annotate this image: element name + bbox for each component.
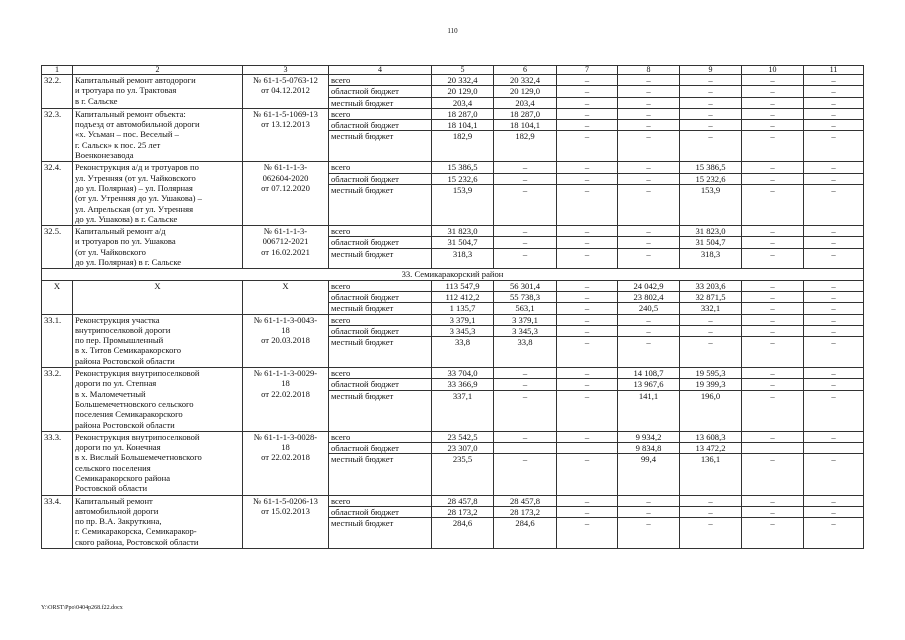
amount-cell: – [618,314,680,325]
funding-source: всего [329,162,432,173]
amount-cell: 9 834,8 [618,443,680,454]
amount-cell [742,443,804,454]
amount-cell: 1 135,7 [432,303,494,314]
object-name: Капитальный ремонт автомобильной дороги по пр. В.А. Закруткина, г. Семикаракорска, Семикаракор- ского района, Ростовской области [73,495,243,548]
amount-cell: – [742,291,804,302]
column-header: 9 [680,66,742,75]
document-number: № 61-1-1-3- 062604-2020 от 07.12.2020 [243,162,329,226]
amount-cell: 55 738,3 [494,291,557,302]
amount-cell: – [618,506,680,517]
amount-cell: 28 173,2 [494,506,557,517]
amount-cell: – [804,431,864,442]
funding-source: местный бюджет [329,390,432,431]
amount-cell: – [618,325,680,336]
amount-cell: – [557,131,618,162]
amount-cell: 28 173,2 [432,506,494,517]
amount-cell: – [804,97,864,108]
amount-cell: – [618,120,680,131]
funding-source: всего [329,75,432,86]
amount-cell: 196,0 [680,390,742,431]
document-number: № 61-1-1-3-0029- 18 от 22.02.2018 [243,368,329,432]
amount-cell: 13 472,2 [680,443,742,454]
amount-cell: 31 823,0 [432,226,494,237]
item-number: 32.4. [42,162,73,226]
amount-cell: – [618,337,680,368]
item-number: 33.2. [42,368,73,432]
object-name: Капитальный ремонт объекта: подъезд от автомобильной дороги «х. Усьман – пос. Веселый – г. Сальск» к пос. 25 лет Военконезавода [73,108,243,161]
amount-cell: – [618,518,680,549]
amount-cell: – [804,368,864,379]
amount-cell: – [557,226,618,237]
amount-cell: 56 301,4 [494,280,557,291]
amount-cell: 18 287,0 [494,108,557,119]
funding-source: местный бюджет [329,454,432,495]
amount-cell: 33 366,9 [432,379,494,390]
amount-cell: 33,8 [494,337,557,368]
amount-cell: – [557,120,618,131]
amount-cell: – [557,97,618,108]
funding-source: областной бюджет [329,86,432,97]
amount-cell: – [557,280,618,291]
amount-cell: 113 547,9 [432,280,494,291]
amount-cell: – [742,120,804,131]
amount-cell: – [557,291,618,302]
amount-cell: 3 345,3 [494,325,557,336]
amount-cell: – [804,390,864,431]
amount-cell: – [742,337,804,368]
amount-cell: – [494,390,557,431]
table-row [42,368,864,379]
amount-cell: – [557,303,618,314]
amount-cell: – [618,75,680,86]
amount-cell: 3 345,3 [432,325,494,336]
document-number: № 61-1-5-0206-13 от 15.02.2013 [243,495,329,548]
amount-cell: – [742,162,804,173]
amount-cell: – [557,379,618,390]
table-row [42,280,864,291]
amount-cell: 13 967,6 [618,379,680,390]
amount-cell: – [557,325,618,336]
amount-cell: 136,1 [680,454,742,495]
amount-cell: – [804,131,864,162]
amount-cell: – [494,368,557,379]
funding-source: местный бюджет [329,184,432,225]
funding-source: всего [329,495,432,506]
amount-cell: – [618,495,680,506]
funding-source: областной бюджет [329,506,432,517]
amount-cell: 15 386,5 [680,162,742,173]
amount-cell: – [804,303,864,314]
amount-cell: – [557,368,618,379]
amount-cell: – [742,495,804,506]
amount-cell: – [494,237,557,248]
funding-source: областной бюджет [329,291,432,302]
item-number: 33.1. [42,314,73,367]
amount-cell: 99,4 [618,454,680,495]
funding-source: всего [329,226,432,237]
amount-cell: 33,8 [432,337,494,368]
amount-cell: – [804,280,864,291]
amount-cell: 9 934,2 [618,431,680,442]
amount-cell: – [557,454,618,495]
funding-source: всего [329,368,432,379]
amount-cell: 20 129,0 [494,86,557,97]
amount-cell: – [742,368,804,379]
amount-cell: 20 129,0 [432,86,494,97]
amount-cell: – [804,337,864,368]
amount-cell: – [804,173,864,184]
amount-cell: 153,9 [680,184,742,225]
amount-cell: – [618,226,680,237]
amount-cell: – [557,86,618,97]
amount-cell: – [494,454,557,495]
amount-cell: – [742,280,804,291]
header-row [42,66,864,75]
amount-cell: – [742,131,804,162]
amount-cell: 32 871,5 [680,291,742,302]
amount-cell: – [680,314,742,325]
amount-cell: 240,5 [618,303,680,314]
amount-cell: 332,1 [680,303,742,314]
amount-cell: 235,5 [432,454,494,495]
amount-cell: – [742,431,804,442]
amount-cell: 3 379,1 [432,314,494,325]
amount-cell: 141,1 [618,390,680,431]
amount-cell: – [618,248,680,269]
amount-cell: – [804,454,864,495]
amount-cell: – [557,75,618,86]
amount-cell: – [742,518,804,549]
amount-cell: – [618,97,680,108]
amount-cell [804,443,864,454]
amount-cell: 24 042,9 [618,280,680,291]
amount-cell: – [742,97,804,108]
item-number: 33.3. [42,431,73,495]
column-header: 10 [742,66,804,75]
amount-cell: – [742,303,804,314]
amount-cell: – [557,431,618,442]
table-row [42,495,864,506]
amount-cell: 28 457,8 [432,495,494,506]
table-row [42,226,864,237]
file-path-footer: Y:\ORST\Ppo\0404p268.f22.docx [41,605,123,611]
amount-cell: – [742,325,804,336]
amount-cell: – [557,173,618,184]
column-header: 1 [42,66,73,75]
amount-cell: – [742,226,804,237]
amount-cell: 3 379,1 [494,314,557,325]
amount-cell: – [742,314,804,325]
amount-cell: 15 232,6 [680,173,742,184]
column-header: 8 [618,66,680,75]
amount-cell: – [804,86,864,97]
document-number: № 61-1-5-1069-13 от 13.12.2013 [243,108,329,161]
amount-cell: 18 104,1 [432,120,494,131]
funding-source: всего [329,108,432,119]
amount-cell: 19 595,3 [680,368,742,379]
amount-cell: – [618,237,680,248]
amount-cell: 20 332,4 [494,75,557,86]
funding-source: местный бюджет [329,248,432,269]
budget-table [41,65,864,549]
object-name: Реконструкция участка внутрипоселковой дороги по пер. Промышленный в х. Титов Семикаракорского района Ростовской области [73,314,243,367]
amount-cell: – [742,75,804,86]
amount-cell: 284,6 [432,518,494,549]
amount-cell: 182,9 [432,131,494,162]
item-number: 33.4. [42,495,73,548]
amount-cell: – [494,226,557,237]
column-header: 11 [804,66,864,75]
amount-cell: 33 704,0 [432,368,494,379]
funding-source: местный бюджет [329,518,432,549]
funding-source: всего [329,314,432,325]
amount-cell: – [804,75,864,86]
amount-cell: – [557,390,618,431]
amount-cell: – [742,237,804,248]
page-number: 110 [447,27,458,35]
funding-source: областной бюджет [329,443,432,454]
amount-cell: 337,1 [432,390,494,431]
item-number: 32.3. [42,108,73,161]
object-name: Капитальный ремонт а/д и тротуаров по ул. Ушакова (от ул. Чайковского до ул. Полярная) в г. Сальске [73,226,243,269]
amount-cell: 284,6 [494,518,557,549]
table-row [42,108,864,119]
amount-cell: – [804,314,864,325]
amount-cell: – [494,248,557,269]
column-header: 3 [243,66,329,75]
amount-cell: 318,3 [432,248,494,269]
amount-cell: – [804,184,864,225]
amount-cell: – [494,431,557,442]
document-number: № 61-1-5-0763-12 от 04.12.2012 [243,75,329,109]
amount-cell: 23 802,4 [618,291,680,302]
amount-cell: – [680,108,742,119]
section-title: 33. Семикаракорский район [42,269,864,280]
amount-cell: – [804,248,864,269]
document-number: № 61-1-1-3-0043- 18 от 20.03.2018 [243,314,329,367]
amount-cell: – [742,184,804,225]
amount-cell: – [557,162,618,173]
amount-cell: – [804,291,864,302]
amount-cell: 23 542,5 [432,431,494,442]
section-row [42,269,864,280]
amount-cell: – [557,314,618,325]
amount-cell: – [680,97,742,108]
amount-cell: 18 104,1 [494,120,557,131]
object-name: Х [73,280,243,314]
amount-cell: – [680,75,742,86]
amount-cell: 15 386,5 [432,162,494,173]
funding-source: местный бюджет [329,97,432,108]
amount-cell: 33 203,6 [680,280,742,291]
amount-cell: 28 457,8 [494,495,557,506]
amount-cell: – [494,184,557,225]
amount-cell: – [804,495,864,506]
amount-cell: – [804,120,864,131]
amount-cell: – [557,337,618,368]
amount-cell: – [742,506,804,517]
amount-cell: 31 504,7 [432,237,494,248]
amount-cell: – [742,173,804,184]
funding-source: областной бюджет [329,379,432,390]
amount-cell: – [680,337,742,368]
funding-source: областной бюджет [329,173,432,184]
amount-cell: – [618,184,680,225]
item-number: Х [42,280,73,314]
amount-cell: – [557,518,618,549]
item-number: 32.5. [42,226,73,269]
amount-cell: 15 232,6 [432,173,494,184]
amount-cell [557,443,618,454]
amount-cell: – [804,379,864,390]
amount-cell: – [557,506,618,517]
amount-cell: – [557,184,618,225]
amount-cell: – [557,495,618,506]
amount-cell: 18 287,0 [432,108,494,119]
funding-source: местный бюджет [329,131,432,162]
amount-cell: 112 412,2 [432,291,494,302]
amount-cell: 318,3 [680,248,742,269]
amount-cell: – [557,108,618,119]
amount-cell: – [680,506,742,517]
amount-cell: – [742,390,804,431]
amount-cell: – [742,248,804,269]
object-name: Капитальный ремонт автодороги и тротуара по ул. Трактовая в г. Сальске [73,75,243,109]
amount-cell: – [618,173,680,184]
amount-cell: – [804,226,864,237]
funding-source: всего [329,280,432,291]
funding-source: местный бюджет [329,303,432,314]
document-number: Х [243,280,329,314]
amount-cell: 13 608,3 [680,431,742,442]
amount-cell: – [680,120,742,131]
funding-source: областной бюджет [329,237,432,248]
object-name: Реконструкция внутрипоселковой дороги по ул. Конечная в х. Вислый Большемечетновского сельского поселения Семикаракорского района Ростовской области [73,431,243,495]
amount-cell: – [618,86,680,97]
amount-cell: – [680,131,742,162]
amount-cell: – [804,325,864,336]
column-header: 4 [329,66,432,75]
amount-cell: – [494,379,557,390]
amount-cell: – [557,248,618,269]
amount-cell: 203,4 [494,97,557,108]
amount-cell: – [742,108,804,119]
table-row [42,314,864,325]
column-header: 2 [73,66,243,75]
amount-cell: – [680,325,742,336]
amount-cell: – [494,162,557,173]
amount-cell: 31 823,0 [680,226,742,237]
amount-cell: – [680,518,742,549]
document-number: № 61-1-1-3- 006712-2021 от 16.02.2021 [243,226,329,269]
column-header: 6 [494,66,557,75]
amount-cell: – [618,131,680,162]
table-row [42,431,864,442]
funding-source: областной бюджет [329,325,432,336]
amount-cell: 14 108,7 [618,368,680,379]
amount-cell: 23 307,0 [432,443,494,454]
funding-source: всего [329,431,432,442]
amount-cell: 203,4 [432,97,494,108]
amount-cell: – [804,237,864,248]
amount-cell: 153,9 [432,184,494,225]
amount-cell: 182,9 [494,131,557,162]
amount-cell: 563,1 [494,303,557,314]
amount-cell: – [804,506,864,517]
amount-cell: – [680,495,742,506]
amount-cell: 19 399,3 [680,379,742,390]
amount-cell: – [494,173,557,184]
amount-cell: – [742,379,804,390]
amount-cell: – [804,518,864,549]
funding-source: областной бюджет [329,120,432,131]
amount-cell: – [618,162,680,173]
amount-cell: – [557,237,618,248]
column-header: 5 [432,66,494,75]
amount-cell: 20 332,4 [432,75,494,86]
funding-source: местный бюджет [329,337,432,368]
object-name: Реконструкция а/д и тротуаров по ул. Утренняя (от ул. Чайковского до ул. Полярная) – ул. Полярная (от ул. Утренняя до ул. Ушакова) – ул. Апрельская (от ул. Утренняя до ул. Ушакова) в г. Сальске [73,162,243,226]
amount-cell: – [742,454,804,495]
item-number: 32.2. [42,75,73,109]
amount-cell: – [804,162,864,173]
amount-cell: – [742,86,804,97]
document-number: № 61-1-1-3-0028- 18 от 22.02.2018 [243,431,329,495]
table-row [42,162,864,173]
amount-cell: 31 504,7 [680,237,742,248]
amount-cell [494,443,557,454]
amount-cell: – [618,108,680,119]
table-row [42,75,864,86]
amount-cell: – [804,108,864,119]
column-header: 7 [557,66,618,75]
amount-cell: – [680,86,742,97]
object-name: Реконструкция внутрипоселковой дороги по ул. Степная в х. Маломечетный Большемечетновского сельского поселения Семикаракорского района Ростовской области [73,368,243,432]
